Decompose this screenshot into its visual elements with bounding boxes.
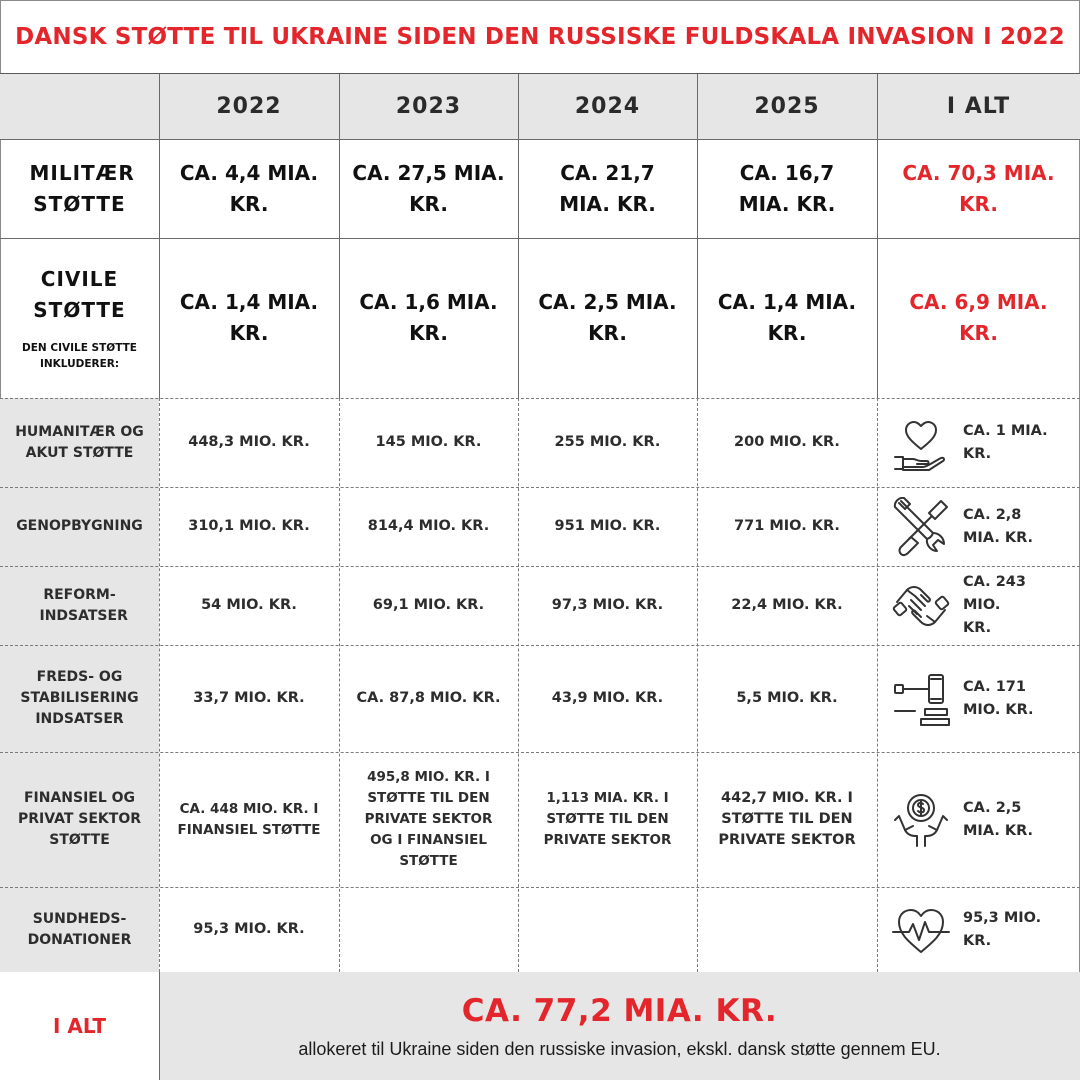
divider [159,398,160,972]
divider [518,74,519,398]
reform-2025: 22,4 MIO. KR. [731,597,843,613]
humanitarian-2024: 255 MIO. KR. [554,434,661,450]
humanitarian-2025: 200 MIO. KR. [734,434,840,450]
divider [877,398,878,972]
reform-total: CA. 243 MIO. KR. [963,574,1026,636]
divider [0,487,1080,488]
row-label-humanitarian: HUMANITÆR OG AKUT STØTTE [15,423,144,461]
peace-2022: 33,7 MIO. KR. [193,690,305,706]
page-title: DANSK STØTTE TIL UKRAINE SIDEN DEN RUSSISKE FULDSKALA INVASION I 2022 [0,0,1080,74]
military-total: CA. 70,3 MIA. KR. [902,160,1055,216]
humanitarian-total: CA. 1 MIA. KR. [963,422,1048,462]
table-row [0,752,1080,887]
humanitarian-2022: 448,3 MIO. KR. [188,434,310,450]
financial-2025: 442,7 MIO. KR. I STØTTE TIL DEN PRIVATE SEKTOR [718,790,856,848]
divider [697,398,698,972]
reconstruction-2024: 951 MIO. KR. [554,518,661,534]
peace-total: CA. 171 MIO. KR. [963,678,1034,718]
reconstruction-2023: 814,4 MIO. KR. [367,518,490,534]
military-2024: CA. 21,7 MIA. KR. [559,160,656,216]
reconstruction-total: CA. 2,8 MIA. KR. [963,506,1034,546]
divider [697,74,698,398]
peace-2024: 43,9 MIO. KR. [551,690,664,706]
divider [0,139,1080,140]
footer-summary [159,972,1080,1080]
civil-note: DEN CIVILE STØTTE INKLUDERER: [22,342,137,370]
year-2025-header: 2025 [697,74,877,139]
civil-2024: CA. 2,5 MIA. KR. [538,290,677,345]
row-label-financial: FINANSIEL OG PRIVAT SEKTOR STØTTE [17,790,142,848]
footer-note: allokeret til Ukraine siden den russiske invasion, ekskl. dansk støtte gennem EU. [298,1038,941,1059]
divider [0,752,1080,753]
divider [159,972,160,1080]
year-2023-header: 2023 [339,74,518,139]
health-total: 95,3 MIO. KR. [963,909,1042,949]
financial-2023: 495,8 MIO. KR. I STØTTE TIL DEN PRIVATE SEKTOR OG I FINANSIEL STØTTE [364,769,493,869]
wrench-screwdriver-icon [891,497,951,557]
military-2025: CA. 16,7 MIA. KR. [738,160,836,216]
military-2022: CA. 4,4 MIA. KR. [179,160,319,216]
divider [339,398,340,972]
civil-row [0,238,1080,398]
civil-total: CA. 6,9 MIA. KR. [909,290,1048,345]
table-row [0,887,1080,972]
table-row [0,645,1080,752]
year-2022-header: 2022 [159,74,339,139]
reform-2022: 54 MIO. KR. [201,597,297,613]
financial-total: CA. 2,5 MIA. KR. [963,799,1034,839]
divider [518,398,519,972]
year-2024-header: 2024 [518,74,697,139]
gavel-icon [891,669,951,729]
peace-2025: 5,5 MIO. KR. [736,690,838,706]
reconstruction-2025: 771 MIO. KR. [734,518,840,534]
heartbeat-icon [891,900,951,960]
table-row [0,566,1080,645]
military-row [0,139,1080,238]
military-label: MILITÆR STØTTE [29,160,135,216]
reform-2024: 97,3 MIO. KR. [551,597,664,613]
divider [0,398,1080,399]
table-row [0,398,1080,487]
divider [159,74,160,398]
grand-total: CA. 77,2 MIA. KR. [461,992,778,1029]
divider [0,238,1080,239]
divider [0,645,1080,646]
divider [877,74,878,398]
health-2022: 95,3 MIO. KR. [193,921,305,937]
civil-2022: CA. 1,4 MIA. KR. [179,290,319,345]
handshake-icon [891,576,951,636]
divider [0,887,1080,888]
financial-2022: CA. 448 MIO. KR. I FINANSIEL STØTTE [177,800,321,838]
header-row [0,74,1080,139]
civil-2023: CA. 1,6 MIA. KR. [359,290,498,345]
heart-in-hand-icon [891,413,951,473]
financial-2024: 1,113 MIA. KR. I STØTTE TIL DEN PRIVATE SEKTOR [543,790,672,848]
peace-2023: CA. 87,8 MIO. KR. [356,690,501,706]
footer-label: I ALT [0,972,159,1080]
header-corner [0,74,159,139]
divider [339,74,340,398]
reconstruction-2022: 310,1 MIO. KR. [188,518,310,534]
humanitarian-2023: 145 MIO. KR. [375,434,482,450]
table-row [0,487,1080,566]
military-2023: CA. 27,5 MIA. KR. [352,160,505,216]
coin-in-hands-icon [891,790,951,850]
total-header: I ALT [877,74,1080,139]
civil-label: CIVILE STØTTE [33,267,126,322]
row-label-peace: FREDS- OG STABILISERING INDSATSER [20,669,139,727]
row-label-reconstruction: GENOPBYGNING [16,518,143,534]
reform-2023: 69,1 MIO. KR. [372,597,485,613]
civil-2025: CA. 1,4 MIA. KR. [717,290,857,345]
row-label-health: SUNDHEDS-DONATIONER [27,910,132,948]
row-label-reform: REFORM-INDSATSER [39,586,128,624]
divider [0,566,1080,567]
